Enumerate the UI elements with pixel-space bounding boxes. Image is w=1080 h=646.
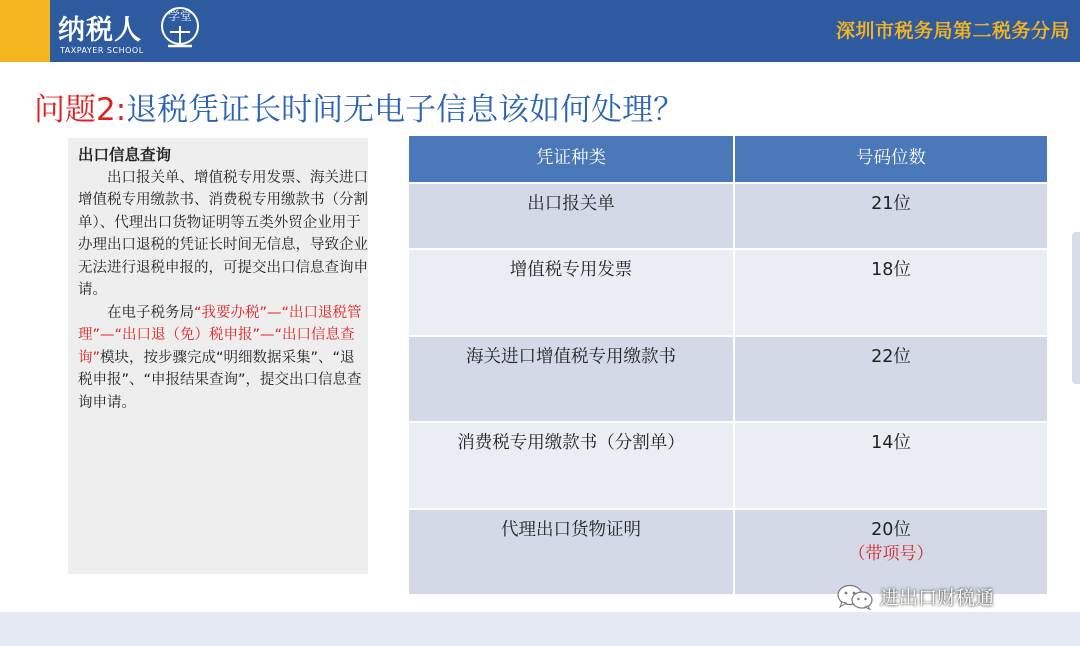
header-digit-count: 号码位数	[856, 148, 926, 168]
slide-title	[34, 84, 684, 129]
info-panel-body	[78, 144, 368, 414]
wechat-icon	[836, 584, 874, 610]
footer-band	[0, 612, 1080, 646]
table-row	[409, 337, 1047, 423]
voucher-table	[409, 136, 1047, 596]
table-cell	[735, 184, 1047, 250]
voucher-type: 代理出口货物证明	[501, 520, 641, 540]
digit-count: 21位	[871, 194, 911, 214]
panel-menu-path: “我要办税”—“出口退税管理”—“出口退（免）税申报”—“出口信息查询”	[78, 304, 362, 366]
digit-count: 18位	[871, 260, 911, 280]
panel-heading: 出口信息查询	[78, 146, 172, 164]
digit-count: 20位	[871, 520, 911, 540]
digit-count-note: （带项号）	[848, 544, 934, 564]
table-header-row	[409, 136, 1047, 184]
watermark	[836, 583, 994, 610]
watermark-text: 进出口财税通	[880, 587, 995, 609]
panel-para2-lead: 在电子税务局	[107, 304, 194, 321]
voucher-type: 海关进口增值税专用缴款书	[466, 347, 676, 367]
logo-subtext: TAXPAYER SCHOOL	[60, 46, 144, 55]
table-cell	[735, 337, 1047, 423]
table-header-cell	[409, 136, 735, 184]
title-prefix: 问题2:	[34, 92, 127, 128]
logo-text: 纳税人	[58, 15, 142, 46]
table-row	[409, 423, 1047, 510]
table-header-cell	[735, 136, 1047, 184]
logo-seal-top: 学堂	[167, 9, 193, 23]
table-cell	[409, 510, 735, 596]
table-cell	[409, 423, 735, 510]
table-cell	[409, 337, 735, 423]
logo-seal-icon	[156, 4, 204, 56]
voucher-type: 增值税专用发票	[509, 260, 633, 280]
voucher-type: 出口报关单	[527, 194, 615, 214]
panel-para2-tail: 模块，按步骤完成“明细数据采集”、“退税申报”、“申报结果查询”，提交出口信息查询申请。	[78, 349, 362, 411]
table-cell	[409, 184, 735, 250]
table-row	[409, 184, 1047, 250]
org-name: 深圳市税务局第二税务分局	[835, 20, 1070, 42]
digit-count: 22位	[871, 347, 911, 367]
table-row	[409, 250, 1047, 337]
table-cell	[409, 250, 735, 337]
digit-count: 14位	[871, 433, 911, 453]
side-scroll-tab[interactable]	[1072, 232, 1080, 384]
panel-paragraph-2	[78, 302, 368, 415]
title-text: 退税凭证长时间无电子信息该如何处理？	[126, 92, 685, 128]
logo	[58, 4, 218, 60]
info-panel	[68, 138, 368, 574]
panel-paragraph-1: 出口报关单、增值税专用发票、海关进口增值税专用缴款书、消费税专用缴款书（分割单）、代理出口货物证明等五类外贸企业用于办理出口退税的凭证长时间无信息，导致企业无法进行退税申报的，可提交出口信息查询申请。	[78, 169, 368, 298]
voucher-type: 消费税专用缴款书（分割单）	[457, 433, 685, 453]
header-bar	[0, 0, 1080, 62]
header-voucher-type: 凭证种类	[536, 148, 606, 168]
table-cell	[735, 423, 1047, 510]
digit-count-group	[735, 518, 1047, 566]
header-accent-block	[0, 0, 50, 62]
table-cell	[735, 250, 1047, 337]
